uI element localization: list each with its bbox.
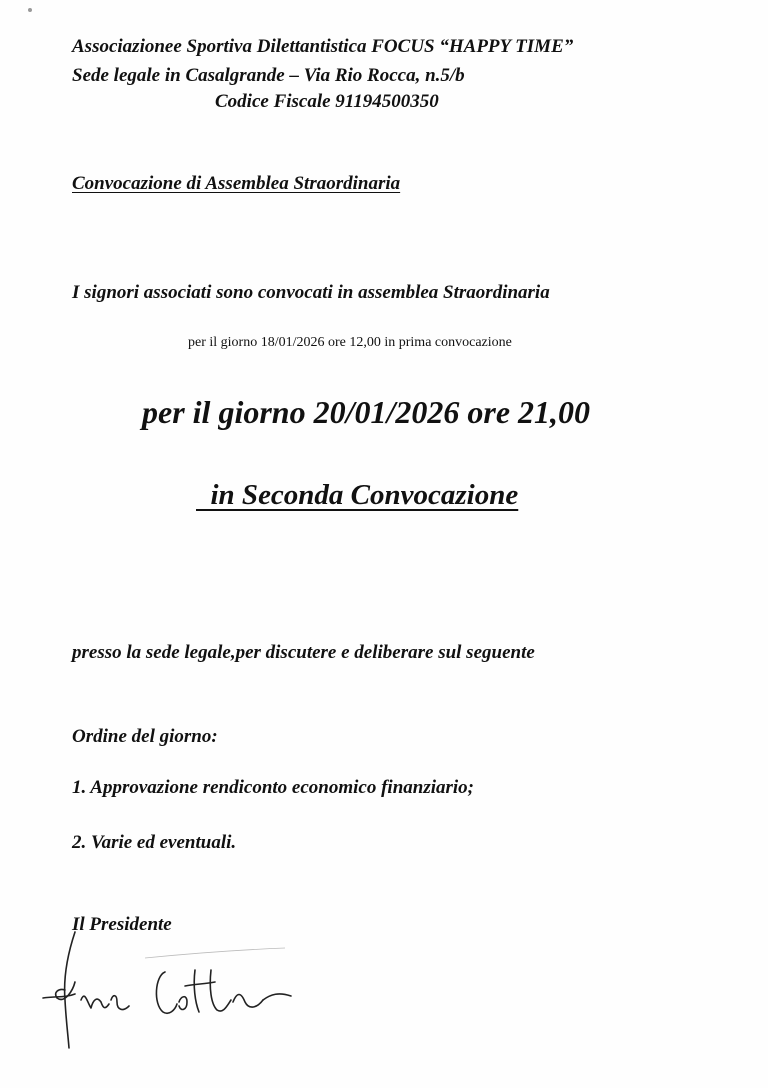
agenda-title: Ordine del giorno: xyxy=(72,726,218,747)
scan-artifact-dot xyxy=(28,8,32,12)
venue-text: presso la sede legale,per discutere e deliberare sul seguente xyxy=(72,642,535,663)
second-call-label: in Seconda Convocazione xyxy=(210,479,519,511)
association-name: Associazionee Sportiva Dilettantistica FOCUS “HAPPY TIME” xyxy=(72,36,574,57)
intro-text: I signori associati sono convocati in assemblea Straordinaria xyxy=(72,282,550,303)
second-call-label-wrapper xyxy=(196,479,518,512)
signatory-title: Il Presidente xyxy=(72,914,172,935)
first-call-text: per il giorno 18/01/2026 ore 12,00 in prima convocazione xyxy=(188,335,512,350)
agenda-item: 2. Varie ed eventuali. xyxy=(72,832,237,853)
agenda-item: 1. Approvazione rendiconto economico finanziario; xyxy=(72,777,475,798)
registered-office: Sede legale in Casalgrande – Via Rio Rocca, n.5/b xyxy=(72,65,465,86)
tax-code: Codice Fiscale 91194500350 xyxy=(215,91,439,112)
handwritten-signature xyxy=(35,930,335,1050)
second-call-date: per il giorno 20/01/2026 ore 21,00 xyxy=(142,394,591,430)
document-title: Convocazione di Assemblea Straordinaria xyxy=(72,173,401,194)
